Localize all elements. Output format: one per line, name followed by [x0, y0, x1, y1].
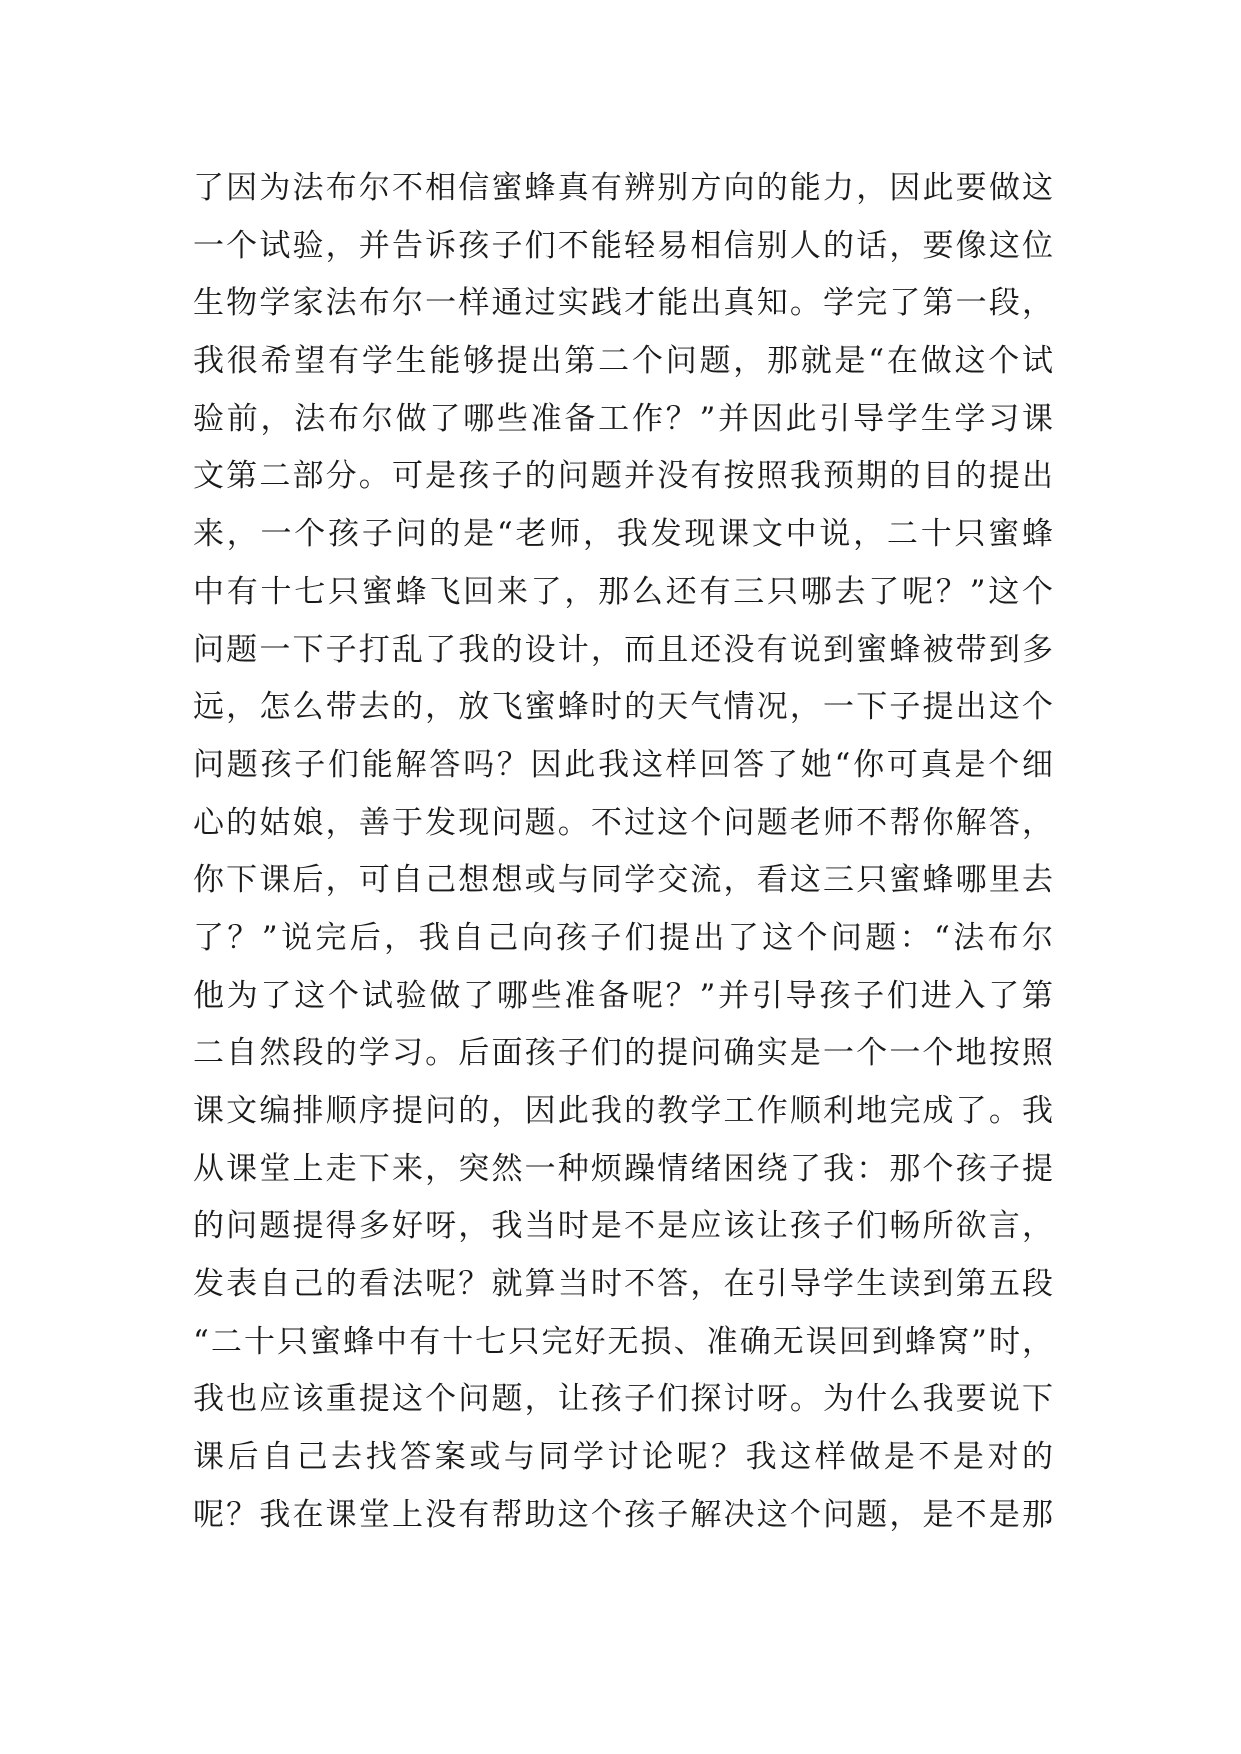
- text-line: 了？”说完后，我自己向孩子们提出了这个问题：“法布尔: [193, 919, 1053, 956]
- body-text: [193, 160, 1053, 1545]
- text-line: 他为了这个试验做了哪些准备呢？”并引导孩子们进入了第: [193, 977, 1053, 1014]
- text-line: 心的姑娘，善于发现问题。不过这个问题老师不帮你解答，: [193, 804, 1053, 841]
- text-line: 二自然段的学习。后面孩子们的提问确实是一个一个地按照: [193, 1035, 1053, 1072]
- text-line: 问题一下子打乱了我的设计，而且还没有说到蜜蜂被带到多: [193, 631, 1053, 668]
- text-line: 我很希望有学生能够提出第二个问题，那就是“在做这个试: [193, 343, 1053, 380]
- text-line: 从课堂上走下来，突然一种烦躁情绪困绕了我：那个孩子提: [193, 1150, 1053, 1187]
- text-line: 了因为法布尔不相信蜜蜂真有辨别方向的能力，因此要做这: [193, 170, 1053, 206]
- text-line: 问题孩子们能解答吗？因此我这样回答了她“你可真是个细: [193, 746, 1053, 783]
- text-line: 课后自己去找答案或与同学讨论呢？我这样做是不是对的: [193, 1439, 1053, 1476]
- text-line: 中有十七只蜜蜂飞回来了，那么还有三只哪去了呢？”这个: [193, 573, 1053, 610]
- text-line: 呢？我在课堂上没有帮助这个孩子解决这个问题，是不是那: [193, 1496, 1053, 1533]
- text-line: 一个试验，并告诉孩子们不能轻易相信别人的话，要像这位: [193, 227, 1053, 264]
- text-line: 课文编排顺序提问的，因此我的教学工作顺利地完成了。我: [193, 1093, 1053, 1129]
- text-line: 来，一个孩子问的是“老师，我发现课文中说，二十只蜜蜂: [193, 516, 1053, 553]
- text-line: 生物学家法布尔一样通过实践才能出真知。学完了第一段，: [193, 285, 1053, 322]
- text-line: 的问题提得多好呀，我当时是不是应该让孩子们畅所欲言，: [193, 1208, 1053, 1245]
- text-line: 远，怎么带去的，放飞蜜蜂时的天气情况，一下子提出这个: [193, 689, 1053, 726]
- text-line: 我也应该重提这个问题，让孩子们探讨呀。为什么我要说下: [193, 1381, 1053, 1418]
- text-line: “二十只蜜蜂中有十七只完好无损、准确无误回到蜂窝”时，: [193, 1323, 1053, 1360]
- text-line: 发表自己的看法呢？就算当时不答，在引导学生读到第五段: [193, 1266, 1053, 1303]
- text-line: 验前，法布尔做了哪些准备工作？”并因此引导学生学习课: [193, 400, 1053, 437]
- text-line: 文第二部分。可是孩子的问题并没有按照我预期的目的提出: [193, 458, 1053, 495]
- text-line: 你下课后，可自己想想或与同学交流，看这三只蜜蜂哪里去: [193, 862, 1053, 899]
